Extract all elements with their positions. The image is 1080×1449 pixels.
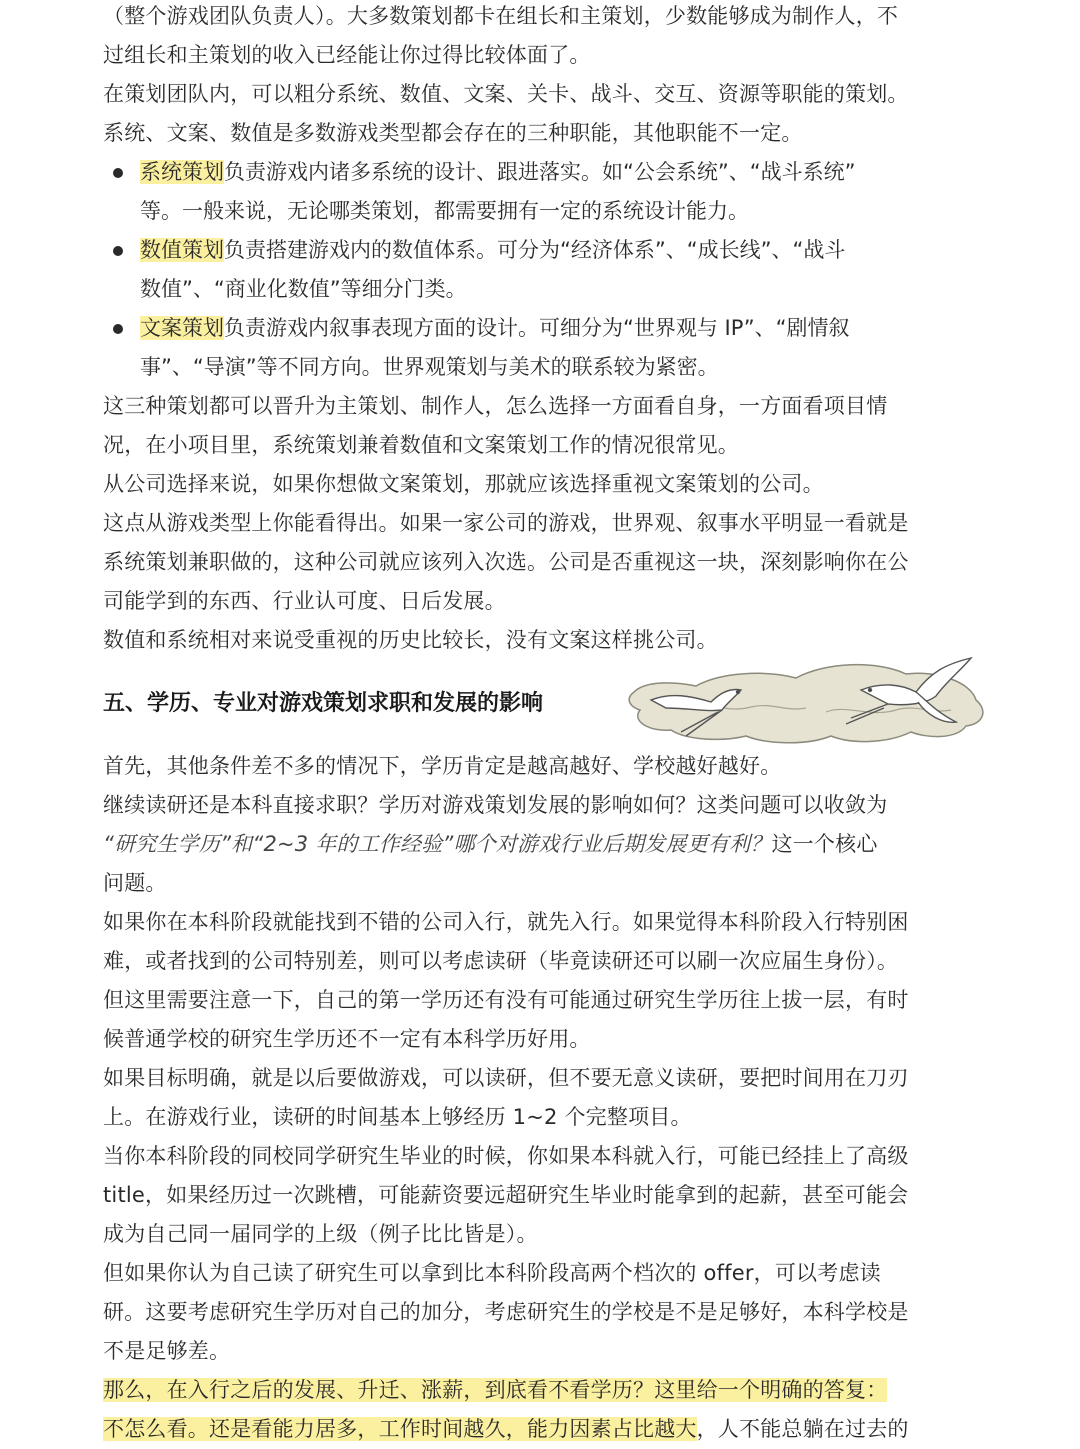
role-name-highlight: 文案策划 (140, 316, 224, 340)
role-desc: 数值”、“商业化数值”等细分门类。 (140, 277, 467, 301)
text-span: ，人不能总躺在过去的 (696, 1417, 909, 1441)
role-desc: 负责游戏内诸多系统的设计、跟进落实。如“公会系统”、“战斗系统” (224, 160, 856, 184)
list-item (103, 231, 983, 309)
paragraph: 难，或者找到的公司特别差，则可以考虑读研（毕竟读研还可以刷一次应届生身份）。 (103, 949, 899, 973)
bullet-icon (113, 168, 123, 178)
role-desc: 负责游戏内叙事表现方面的设计。可细分为“世界观与 IP”、“剧情叙 (224, 316, 850, 340)
section-heading: 五、学历、专业对游戏策划求职和发展的影响 (103, 691, 544, 716)
paragraph: 但如果你认为自己读了研究生可以拿到比本科阶段高两个档次的 offer，可以考虑读 (103, 1261, 881, 1285)
highlighted-text: 那么，在入行之后的发展、升迁、涨薪，到底看不看学历？这里给一个明确的答复： (103, 1378, 888, 1402)
paragraph: 候普通学校的研究生学历还不一定有本科学历好用。 (103, 1027, 591, 1051)
role-name-highlight: 系统策划 (140, 160, 224, 184)
paragraph (103, 825, 983, 864)
paragraph: 问题。 (103, 871, 167, 895)
paragraph: 如果目标明确，就是以后要做游戏，可以读研，但不要无意义读研，要把时间用在刀刃 (103, 1066, 909, 1090)
paragraph: 过组长和主策划的收入已经能让你过得比较体面了。 (103, 43, 591, 67)
paragraph: 系统、文案、数值是多数游戏类型都会存在的三种职能，其他职能不一定。 (103, 121, 803, 145)
cloud-cranes-illustration (626, 652, 990, 752)
roles-list (103, 153, 983, 387)
role-name-highlight: 数值策划 (140, 238, 224, 262)
paragraph: 研。这要考虑研究生学历对自己的加分，考虑研究生的学校是不是足够好，本科学校是 (103, 1300, 909, 1324)
paragraph: 司能学到的东西、行业认可度、日后发展。 (103, 589, 506, 613)
text-span: 这一个核心 (771, 832, 878, 856)
paragraph (103, 1410, 983, 1449)
list-item (103, 309, 983, 387)
role-desc: 等。一般来说，无论哪类策划，都需要拥有一定的系统设计能力。 (140, 199, 749, 223)
paragraph: 不是足够差。 (103, 1339, 231, 1363)
paragraph: 这点从游戏类型上你能看得出。如果一家公司的游戏，世界观、叙事水平明显一看就是 (103, 511, 909, 535)
paragraph: 成为自己同一届同学的上级（例子比比皆是）。 (103, 1222, 538, 1246)
paragraph: （整个游戏团队负责人）。大多数策划都卡在组长和主策划，少数能够成为制作人，不 (103, 4, 899, 28)
paragraph: title，如果经历过一次跳槽，可能薪资要远超研究生毕业时能拿到的起薪，甚至可能会 (103, 1183, 909, 1207)
paragraph: 况，在小项目里，系统策划兼着数值和文案策划工作的情况很常见。 (103, 433, 739, 457)
role-desc: 负责搭建游戏内的数值体系。可分为“经济体系”、“成长线”、“战斗 (224, 238, 846, 262)
paragraph (103, 1371, 983, 1410)
bullet-icon (113, 246, 123, 256)
paragraph: 从公司选择来说，如果你想做文案策划，那就应该选择重视文案策划的公司。 (103, 472, 824, 496)
highlighted-text: 不怎么看。还是看能力居多，工作时间越久，能力因素占比越大 (103, 1417, 697, 1441)
paragraph: 上。在游戏行业，读研的时间基本上够经历 1~2 个完整项目。 (103, 1105, 692, 1129)
paragraph: 在策划团队内，可以粗分系统、数值、文案、关卡、战斗、交互、资源等职能的策划。 (103, 82, 909, 106)
paragraph: 首先，其他条件差不多的情况下，学历肯定是越高越好、学校越好越好。 (103, 754, 782, 778)
paragraph: 系统策划兼职做的，这种公司就应该列入次选。公司是否重视这一块，深刻影响你在公 (103, 550, 909, 574)
paragraph: 但这里需要注意一下，自己的第一学历还有没有可能通过研究生学历往上拔一层，有时 (103, 988, 909, 1012)
italic-question: “研究生学历”和“2~3 年的工作经验”哪个对游戏行业后期发展更有利？ (103, 832, 772, 856)
paragraph: 这三种策划都可以晋升为主策划、制作人，怎么选择一方面看自身，一方面看项目情 (103, 394, 888, 418)
paragraph: 继续读研还是本科直接求职？学历对游戏策划发展的影响如何？这类问题可以收敛为 (103, 793, 888, 817)
paragraph: 当你本科阶段的同校同学研究生毕业的时候，你如果本科就入行，可能已经挂上了高级 (103, 1144, 909, 1168)
paragraph: 如果你在本科阶段就能找到不错的公司入行，就先入行。如果觉得本科阶段入行特别困 (103, 910, 909, 934)
bullet-icon (113, 324, 123, 334)
paragraph: 数值和系统相对来说受重视的历史比较长，没有文案这样挑公司。 (103, 628, 718, 652)
role-desc: 事”、“导演”等不同方向。世界观策划与美术的联系较为紧密。 (140, 355, 719, 379)
list-item (103, 153, 983, 231)
